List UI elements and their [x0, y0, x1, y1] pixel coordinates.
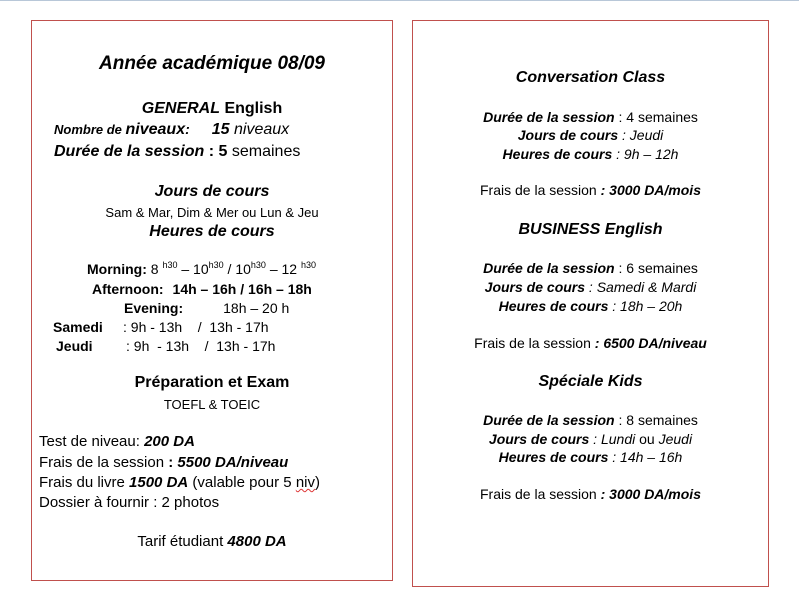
- test-fee-line: Test de niveau: 200 DA: [39, 433, 195, 450]
- top-border-line: [0, 0, 799, 1]
- evening-line: Evening: 18h – 20 h: [124, 300, 290, 316]
- conversation-days: Jours de cours : Jeudi: [517, 127, 664, 143]
- session-fee-line: Frais de la session : 5500 DA/niveau: [39, 454, 289, 471]
- courses-panel: [412, 20, 769, 587]
- conversation-fee: Frais de la session : 3000 DA/mois: [480, 182, 701, 198]
- morning-line: Morning: 8 $^{h30} - 10^{h30} / 10^{h30} - 12$ $^{h30}$: [87, 260, 316, 277]
- academic-year-title: Année académique 08/09: [99, 53, 325, 74]
- business-days: Jours de cours : Samedi & Mardi: [484, 279, 697, 295]
- business-hours: Heures de cours : 18h – 20h: [498, 298, 683, 314]
- kids-hours: Heures de cours : 14h – 16h: [498, 449, 683, 465]
- kids-heading: Spéciale Kids: [538, 373, 643, 390]
- samedi-line: Samedi : 9h - 13h / 13h - 17h: [53, 319, 269, 335]
- hours-heading: Heures de cours: [149, 223, 275, 240]
- business-heading: BUSINESS English: [518, 221, 663, 238]
- student-rate-line: Tarif étudiant 4800 DA: [137, 533, 287, 550]
- levels-line: Nombre de niveaux: 15 niveaux: [54, 121, 290, 138]
- jeudi-line: Jeudi : 9h - 13h / 13h - 17h: [56, 338, 276, 354]
- prep-heading: Préparation et Exam: [134, 374, 290, 391]
- prep-value: TOEFL & TOEIC: [163, 397, 261, 412]
- business-duration: Durée de la session : 6 semaines: [483, 260, 698, 276]
- afternoon-line: Afternoon: 14h – 16h / 16h – 18h: [92, 281, 312, 297]
- general-english-heading: GENERAL English: [141, 100, 283, 117]
- kids-duration: Durée de la session : 8 semaines: [483, 412, 698, 428]
- duration-line: Durée de la session : 5 semaines: [54, 143, 301, 160]
- business-fee: Frais de la session : 6500 DA/niveau: [474, 335, 707, 351]
- kids-fee: Frais de la session : 3000 DA/mois: [480, 486, 701, 502]
- conversation-heading: Conversation Class: [515, 69, 666, 86]
- kids-days: Jours de cours : Lundi ou Jeudi: [488, 431, 693, 447]
- dossier-line: Dossier à fournir : 2 photos: [39, 494, 220, 511]
- conversation-hours: Heures de cours : 9h – 12h: [502, 146, 679, 162]
- book-fee-line: Frais du livre 1500 DA (valable pour 5 niv): [39, 474, 320, 491]
- conversation-duration: Durée de la session : 4 semaines: [483, 109, 698, 125]
- general-english-panel: [31, 20, 393, 581]
- days-heading: Jours de cours: [154, 183, 270, 200]
- days-value: Sam & Mar, Dim & Mer ou Lun & Jeu: [105, 205, 319, 220]
